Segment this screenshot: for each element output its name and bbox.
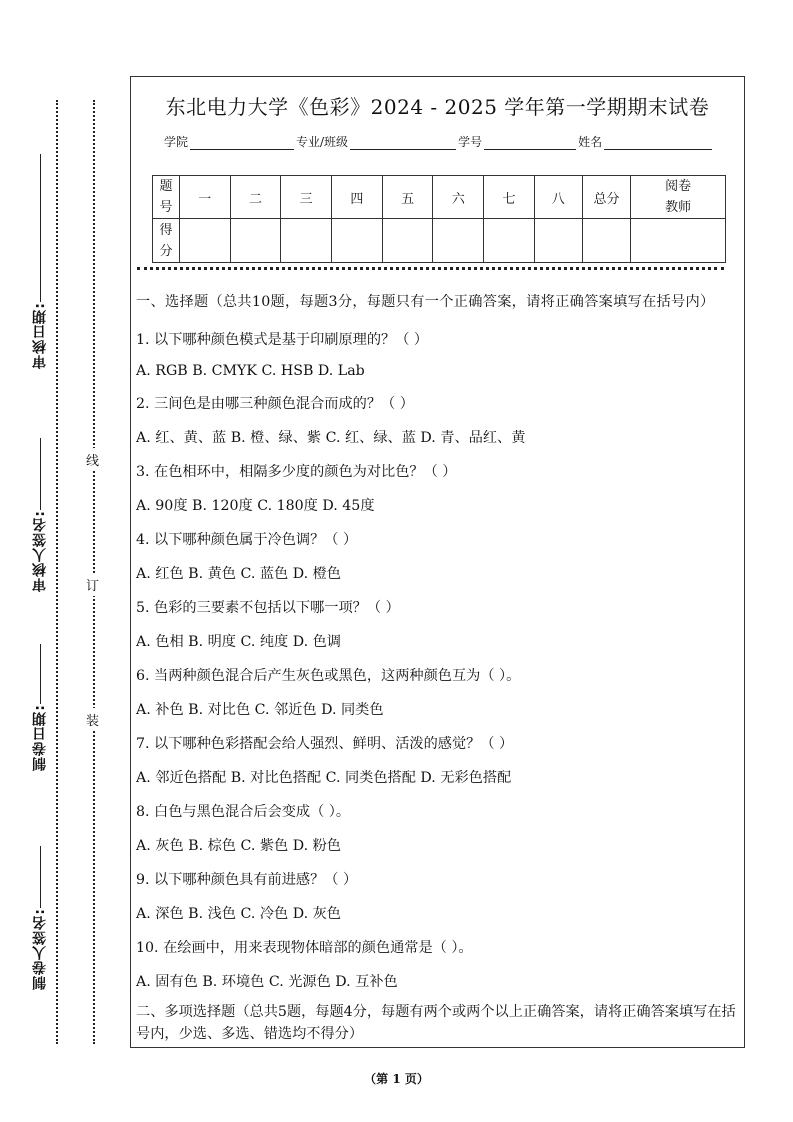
reviewer-sign-field (20, 434, 60, 592)
question-1-options: A. RGB B. CMYK C. HSB D. Lab (136, 363, 365, 379)
question-6: 6. 当两种颜色混合后产生灰色或黑色，这两种颜色互为（ ）。 (136, 668, 521, 684)
score-cell[interactable] (332, 219, 383, 263)
section-2-heading: 二、多项选择题（总共5题，每题4分，每题有两个或两个以上正确答案，请将正确答案填写在括号内，少选、多选、错选均不得分） (136, 1004, 736, 1042)
score-cell[interactable] (281, 219, 332, 263)
question-10: 10. 在绘画中，用来表现物体暗部的颜色通常是（ ）。 (136, 940, 473, 956)
grader-label: 阅卷教师 (665, 179, 692, 215)
header-cell: 七 (484, 176, 535, 219)
review-date-blank[interactable] (40, 154, 41, 302)
question-3-options: A. 90度 B. 120度 C. 180度 D. 45度 (136, 498, 375, 514)
score-cell[interactable] (631, 219, 726, 263)
binding-mark-seal: 装 (86, 708, 99, 731)
question-list (136, 329, 738, 991)
question-9: 9. 以下哪种颜色具有前进感？（ ） (136, 872, 358, 888)
name-field[interactable] (604, 136, 712, 150)
reviewer-sign-blank[interactable] (40, 438, 41, 510)
question-4: 4. 以下哪种颜色属于冷色调？（ ） (136, 532, 358, 548)
question-7-options: A. 邻近色搭配 B. 对比色搭配 C. 同类色搭配 D. 无彩色搭配 (136, 770, 512, 786)
score-cell[interactable] (179, 219, 230, 263)
question-number-label: 题号 (153, 176, 180, 219)
dotted-separator (137, 267, 724, 270)
college-field[interactable] (190, 136, 294, 150)
header-cell: 五 (382, 176, 433, 219)
question-6-options: A. 补色 B. 对比色 C. 邻近色 D. 同类色 (136, 702, 384, 718)
header-cell: 一 (179, 176, 230, 219)
question-1: 1. 以下哪种颜色模式是基于印刷原理的？（ ） (136, 332, 429, 348)
question-5: 5. 色彩的三要素不包括以下哪一项？（ ） (136, 600, 400, 616)
review-date-label: 审核日期: (32, 302, 48, 369)
question-2-options: A. 红、黄、蓝 B. 橙、绿、紫 C. 红、绿、蓝 D. 青、品红、黄 (136, 430, 526, 446)
question-8: 8. 白色与黑色混合后会变成（ ）。 (136, 804, 351, 820)
score-cell[interactable] (484, 219, 535, 263)
question-3: 3. 在色相环中，相隔多少度的颜色为对比色？（ ） (136, 464, 457, 480)
major-field[interactable] (350, 136, 456, 150)
header-cell (631, 176, 726, 219)
score-cell[interactable] (582, 219, 631, 263)
maker-sign-field (20, 842, 60, 990)
exam-frame (130, 76, 745, 1048)
score-cell[interactable] (230, 219, 281, 263)
binding-mark-line: 线 (86, 448, 99, 471)
make-date-field (20, 640, 60, 771)
make-date-blank[interactable] (40, 644, 41, 704)
page-footer: （第 1 页） (364, 1072, 429, 1086)
review-date-field (20, 150, 60, 369)
student-id-label: 学号 (458, 135, 483, 149)
header-cell: 总分 (582, 176, 631, 219)
question-10-options: A. 固有色 B. 环境色 C. 光源色 D. 互补色 (136, 974, 398, 990)
section-1-heading: 一、选择题（总共10题，每题3分，每题只有一个正确答案，请将正确答案填写在括号内） (136, 294, 715, 310)
question-5-options: A. 色相 B. 明度 C. 纯度 D. 色调 (136, 634, 341, 650)
student-info-row (164, 133, 714, 150)
maker-sign-blank[interactable] (40, 846, 41, 908)
question-9-options: A. 深色 B. 浅色 C. 冷色 D. 灰色 (136, 906, 341, 922)
exam-content (136, 291, 738, 1045)
reviewer-sign-label: 审核人签名: (32, 510, 48, 592)
major-label: 专业/班级 (296, 135, 349, 149)
college-label: 学院 (164, 135, 189, 149)
question-4-options: A. 红色 B. 黄色 C. 蓝色 D. 橙色 (136, 566, 341, 582)
header-cell: 二 (230, 176, 281, 219)
score-table-score-row (153, 219, 726, 263)
binding-mark-bind: 订 (86, 573, 99, 596)
header-cell: 六 (433, 176, 484, 219)
header-cell: 八 (534, 176, 582, 219)
score-table (152, 175, 726, 263)
student-id-field[interactable] (484, 136, 576, 150)
name-label: 姓名 (578, 135, 603, 149)
score-cell[interactable] (382, 219, 433, 263)
header-cell: 四 (332, 176, 383, 219)
question-7: 7. 以下哪种色彩搭配会给人强烈、鲜明、活泼的感觉？（ ） (136, 736, 514, 752)
header-cell: 三 (281, 176, 332, 219)
score-cell[interactable] (433, 219, 484, 263)
question-8-options: A. 灰色 B. 棕色 C. 紫色 D. 粉色 (136, 838, 341, 854)
score-label: 得分 (153, 219, 180, 263)
score-table-header-row (153, 176, 726, 219)
make-date-label: 制卷日期: (32, 704, 48, 771)
exam-title: 东北电力大学《色彩》2024 - 2025 学年第一学期期末试卷 (165, 95, 710, 119)
score-cell[interactable] (534, 219, 582, 263)
binding-dotted-line-inner (93, 100, 95, 1044)
maker-sign-label: 制卷人签名: (32, 908, 48, 990)
question-2: 2. 三间色是由哪三种颜色混合而成的？（ ） (136, 396, 414, 412)
